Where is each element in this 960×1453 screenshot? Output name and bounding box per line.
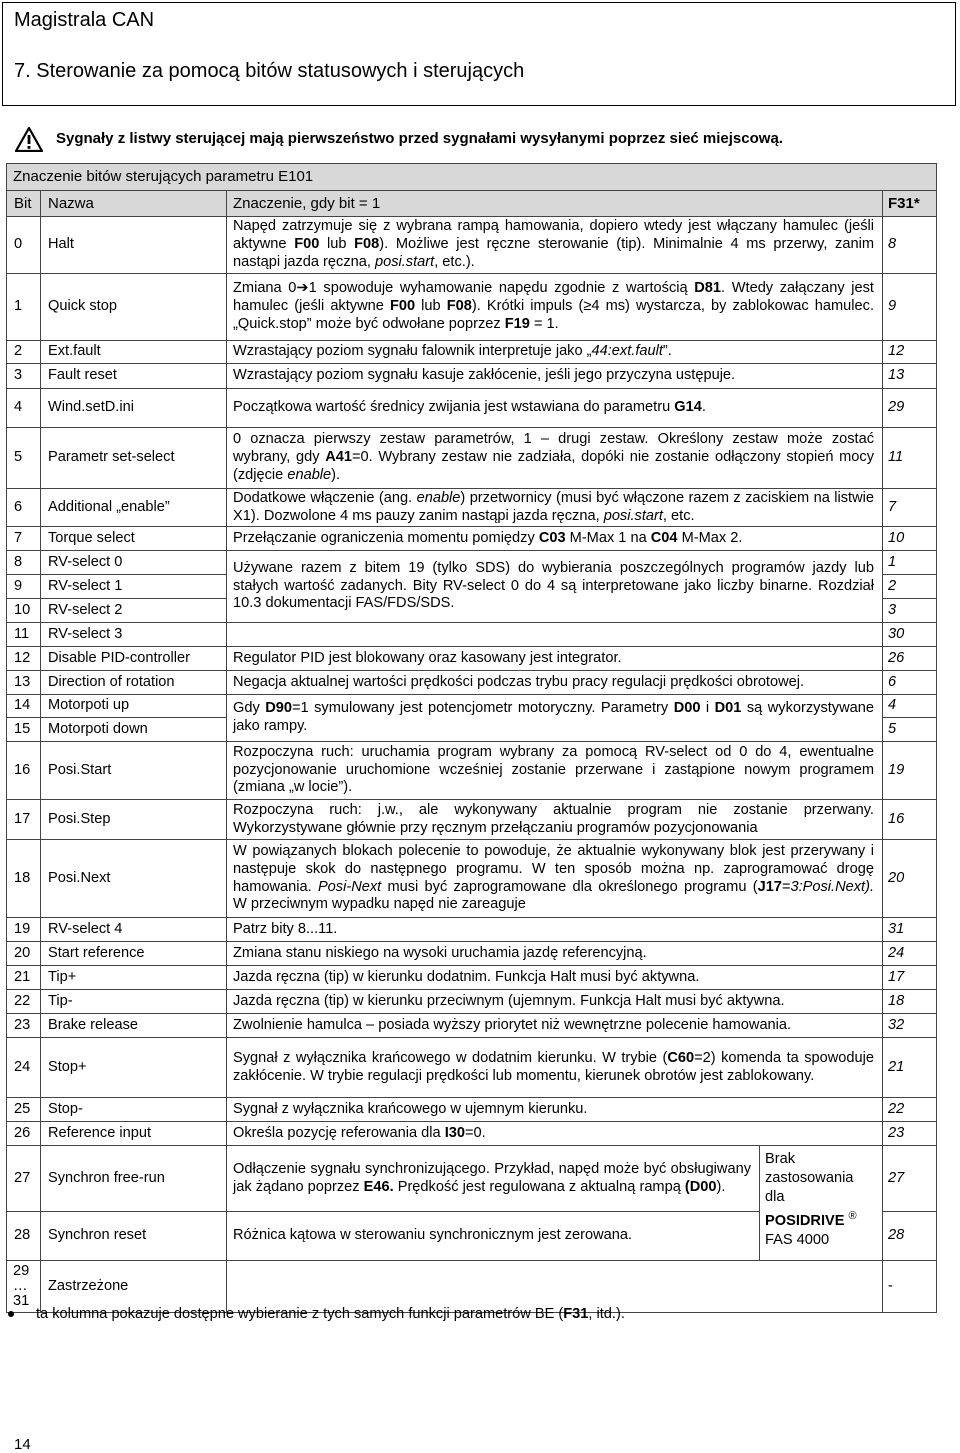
bit-name: Disable PID-controller	[41, 647, 227, 671]
bit-name: Quick stop	[41, 274, 227, 341]
f31-value: 31	[883, 918, 937, 942]
f31-value: 2	[883, 575, 937, 599]
table-row	[7, 1261, 937, 1313]
table-row	[7, 389, 937, 428]
table-row	[7, 647, 937, 671]
table-row	[7, 217, 937, 274]
table-caption: Znaczenie bitów sterujących parametru E101	[7, 164, 937, 191]
bit-description: Regulator PID jest blokowany oraz kasowany jest integrator.	[227, 647, 883, 671]
col-header-f31: F31*	[883, 191, 937, 217]
bit-description: Dodatkowe włączenie (ang. enable) przetwornicy (musi być włączone razem z zaciskiem na listwie X1). Dozwolone 4 ms pauzy zanim nastąpi jazda ręczna, posi.start, etc.	[227, 489, 883, 527]
warning-triangle-icon	[15, 126, 43, 152]
table-row	[7, 742, 937, 800]
bit-number: 22	[7, 990, 41, 1014]
bit-name: Synchron reset	[41, 1212, 227, 1261]
bit-name: RV-select 1	[41, 575, 227, 599]
f31-value: 16	[883, 800, 937, 840]
table-row	[7, 1038, 937, 1098]
table-row	[7, 428, 937, 489]
bit-description: Sygnał z wyłącznika krańcowego w dodatnim kierunku. W trybie (C60=2) komenda ta spowoduje zakłócenie. W trybie regulacji prędkości lub momentu, kierunek obrotów jest zablokowany.	[227, 1038, 883, 1098]
f31-value: 17	[883, 966, 937, 990]
bit-name: Additional „enable”	[41, 489, 227, 527]
f31-value: 28	[883, 1212, 937, 1261]
warning-text: Sygnały z listwy sterującej mają pierwszeństwo przed sygnałami wysyłanymi poprzez sieć miejscową.	[56, 130, 783, 147]
table-row	[7, 966, 937, 990]
model-name: FAS 4000	[765, 1231, 830, 1248]
registered-mark: ®	[848, 1210, 857, 1222]
bit-number: 15	[7, 718, 41, 742]
bit-number: 23	[7, 1014, 41, 1038]
motorpoti-description: Gdy D90=1 symulowany jest potencjometr motoryczny. Parametry D00 i D01 są wykorzystywane jako rampy.	[227, 695, 883, 742]
f31-value: 9	[883, 274, 937, 341]
bit-description: Napęd zatrzymuje się z wybrana rampą hamowania, dopiero wtedy jest włączany hamulec (jeśli aktywne F00 lub F08). Możliwe jest ręczne sterowanie (tip). Minimalnie 4 ms przerwy, zanim nastąpi jazda ręczna, posi.start, etc.).	[227, 217, 883, 274]
bit-name: Reference input	[41, 1122, 227, 1146]
bit-description: Rozpoczyna ruch: j.w., ale wykonywany aktualnie program nie zostanie przerwany. Wykorzystywane głównie przy ręcznym przełączaniu programów pozycjonowania	[227, 800, 883, 840]
bit-name: Halt	[41, 217, 227, 274]
bit-name: Parametr set-select	[41, 428, 227, 489]
f31-value: 21	[883, 1038, 937, 1098]
f31-value: 3	[883, 599, 937, 623]
bit-name: Wind.setD.ini	[41, 389, 227, 428]
bit-name: Stop+	[41, 1038, 227, 1098]
table-row	[7, 1146, 937, 1212]
table-row	[7, 1014, 937, 1038]
bit-name: Zastrzeżone	[41, 1261, 227, 1313]
table-row	[7, 1098, 937, 1122]
bit-name: Posi.Next	[41, 840, 227, 918]
bit-name: RV-select 3	[41, 623, 227, 647]
f31-value: 11	[883, 428, 937, 489]
bit-description: Określa pozycję referowania dla I30=0.	[227, 1122, 883, 1146]
table-row	[7, 341, 937, 364]
brand-name	[765, 1207, 877, 1231]
table-row	[7, 623, 937, 647]
col-header-name: Nazwa	[41, 191, 227, 217]
bit-number: 29 … 31	[7, 1261, 41, 1313]
bit-number: 6	[7, 489, 41, 527]
bit-description: Wzrastający poziom sygnału falownik interpretuje jako „44:ext.fault”.	[227, 341, 883, 364]
bit-number: 1	[7, 274, 41, 341]
f31-value: 18	[883, 990, 937, 1014]
bullet-icon	[8, 1311, 14, 1317]
bit-name: Torque select	[41, 527, 227, 551]
f31-value: 19	[883, 742, 937, 800]
f31-value: 24	[883, 942, 937, 966]
bit-name: Fault reset	[41, 364, 227, 389]
bit-number: 13	[7, 671, 41, 695]
f31-value: 22	[883, 1098, 937, 1122]
bit-description: W powiązanych blokach polecenie to powoduje, że aktualnie wykonywany blok jest przerywany i następuje skok do następnego programu. W ten sposób można np. zaprogramować drogę hamowania. Posi-Next musi być zaprogramowane dla określonego programu (J17=3:Posi.Next). W przeciwnym wypadku napęd nie zareaguje	[227, 840, 883, 918]
bit-number: 18	[7, 840, 41, 918]
f31-value: 7	[883, 489, 937, 527]
bit-description: Zmiana 0➔1 spowoduje wyhamowanie napędu zgodnie z wartością D81. Wtedy załączany jest hamulec (jeśli aktywne F00 lub F08). Krótki impuls (≥4 ms) wystarcza, by zablokowac hamulec. „Quick.stop” może być odwołane poprzez F19 = 1.	[227, 274, 883, 341]
table-row	[7, 551, 937, 575]
bit-number: 17	[7, 800, 41, 840]
f31-value: 1	[883, 551, 937, 575]
bit-number: 27	[7, 1146, 41, 1212]
bit-number: 19	[7, 918, 41, 942]
bit-name: Direction of rotation	[41, 671, 227, 695]
note-line: Brak	[765, 1151, 796, 1167]
bit-description: Jazda ręczna (tip) w kierunku dodatnim. Funkcja Halt musi być aktywna.	[227, 966, 883, 990]
bit-description: Negacja aktualnej wartości prędkości podczas trybu pracy regulacji prędkości obrotowej.	[227, 671, 883, 695]
bit-number: 28	[7, 1212, 41, 1261]
f31-value: 29	[883, 389, 937, 428]
note-line: dla	[765, 1189, 785, 1205]
bit-description	[227, 623, 883, 647]
bit-name: Tip-	[41, 990, 227, 1014]
f31-value: 30	[883, 623, 937, 647]
bit-number: 26	[7, 1122, 41, 1146]
bit-description: Rozpoczyna ruch: uruchamia program wybrany za pomocą RV-select od 0 do 4, ewentualne pozycjonowanie uruchomione wcześniej zostanie przerwane i zastąpione nowym programem (zmiana „w locie”).	[227, 742, 883, 800]
bit-number: 12	[7, 647, 41, 671]
bit-description: Początkowa wartość średnicy zwijania jest wstawiana do parametru G14.	[227, 389, 883, 428]
footnote-text: ta kolumna pokazuje dostępne wybieranie z tych samych funkcji parametrów BE (F31, itd.).	[36, 1306, 625, 1322]
not-applicable-note	[760, 1146, 883, 1261]
bit-name: RV-select 2	[41, 599, 227, 623]
bit-name: RV-select 0	[41, 551, 227, 575]
bit-description: Wzrastający poziom sygnału kasuje zakłócenie, jeśli jego przyczyna ustępuje.	[227, 364, 883, 389]
table-row	[7, 990, 937, 1014]
f31-value: 20	[883, 840, 937, 918]
bit-number: 3	[7, 364, 41, 389]
rv-select-description: Używane razem z bitem 19 (tylko SDS) do wybierania poszczególnych programów jazdy lub stałych wartość zadanych. Bity RV-select 0 do 4 są interpretowane jako liczby binarne. Rozdział 10.3 dokumentacji FAS/FDS/SDS.	[227, 551, 883, 623]
f31-value: 12	[883, 341, 937, 364]
f31-value: 26	[883, 647, 937, 671]
f31-value: 13	[883, 364, 937, 389]
page-header	[2, 2, 956, 106]
f31-value: -	[883, 1261, 937, 1313]
table-row	[7, 800, 937, 840]
bit-number: 20	[7, 942, 41, 966]
f31-value: 23	[883, 1122, 937, 1146]
bit-description: Sygnał z wyłącznika krańcowego w ujemnym kierunku.	[227, 1098, 883, 1122]
bit-number: 7	[7, 527, 41, 551]
note-line: zastosowania	[765, 1170, 854, 1186]
bit-number: 8	[7, 551, 41, 575]
table-row	[7, 918, 937, 942]
f31-value: 32	[883, 1014, 937, 1038]
bit-name: Motorpoti up	[41, 695, 227, 718]
table-row	[7, 840, 937, 918]
f31-value: 8	[883, 217, 937, 274]
bit-description: 0 oznacza pierwszy zestaw parametrów, 1 – drugi zestaw. Określony zestaw może zostać wybrany, gdy A41=0. Wybrany zestaw nie zadziała, dopóki nie zostanie odłączony stopień mocy (zdjęcie enable).	[227, 428, 883, 489]
bit-number: 21	[7, 966, 41, 990]
control-bits-table	[6, 163, 937, 1313]
f31-value: 5	[883, 718, 937, 742]
bit-description: Zwolnienie hamulca – posiada wyższy priorytet niż wewnętrzne polecenie hamowania.	[227, 1014, 883, 1038]
bit-description: Przełączanie ograniczenia momentu pomiędzy C03 M-Max 1 na C04 M-Max 2.	[227, 527, 883, 551]
bit-name: Brake release	[41, 1014, 227, 1038]
f31-value: 6	[883, 671, 937, 695]
bit-name: Posi.Start	[41, 742, 227, 800]
bit-description	[227, 1261, 883, 1313]
bit-name: Start reference	[41, 942, 227, 966]
bit-name: Tip+	[41, 966, 227, 990]
bit-number: 25	[7, 1098, 41, 1122]
document-title: Magistrala CAN	[14, 9, 155, 31]
bit-number: 4	[7, 389, 41, 428]
bit-name: Synchron free-run	[41, 1146, 227, 1212]
table-row	[7, 695, 937, 718]
table-row	[7, 942, 937, 966]
bit-number: 9	[7, 575, 41, 599]
f31-value: 4	[883, 695, 937, 718]
section-title: 7. Sterowanie za pomocą bitów statusowych i sterujących	[14, 60, 525, 82]
bit-number: 5	[7, 428, 41, 489]
bit-number: 16	[7, 742, 41, 800]
table-row	[7, 1122, 937, 1146]
bit-description: Jazda ręczna (tip) w kierunku przeciwnym (ujemnym. Funkcja Halt musi być aktywna.	[227, 990, 883, 1014]
bit-description: Odłączenie sygnału synchronizującego. Przykład, napęd może być obsługiwany jak żądano poprzez E46. Prędkość jest regulowana z aktualną rampą (D00).	[227, 1146, 760, 1212]
bit-description: Patrz bity 8...11.	[227, 918, 883, 942]
bit-number: 10	[7, 599, 41, 623]
bit-number: 0	[7, 217, 41, 274]
page-number: 14	[14, 1436, 31, 1453]
bit-name: Ext.fault	[41, 341, 227, 364]
bit-name: Motorpoti down	[41, 718, 227, 742]
bit-number: 2	[7, 341, 41, 364]
brand-label: POSIDRIVE	[765, 1212, 845, 1229]
table-row	[7, 527, 937, 551]
bit-number: 24	[7, 1038, 41, 1098]
bit-description: Różnica kątowa w sterowaniu synchronicznym jest zerowana.	[227, 1212, 760, 1261]
table-row	[7, 489, 937, 527]
bit-number: 14	[7, 695, 41, 718]
table-row	[7, 671, 937, 695]
f31-value: 27	[883, 1146, 937, 1212]
bit-name: Posi.Step	[41, 800, 227, 840]
bit-name: Stop-	[41, 1098, 227, 1122]
bit-description: Zmiana stanu niskiego na wysoki uruchamia jazdę referencyjną.	[227, 942, 883, 966]
footnote	[8, 1306, 625, 1322]
col-header-meaning: Znaczenie, gdy bit = 1	[227, 191, 883, 217]
table-row	[7, 364, 937, 389]
col-header-bit: Bit	[7, 191, 41, 217]
bit-number: 11	[7, 623, 41, 647]
table-row	[7, 274, 937, 341]
bit-name: RV-select 4	[41, 918, 227, 942]
f31-value: 10	[883, 527, 937, 551]
